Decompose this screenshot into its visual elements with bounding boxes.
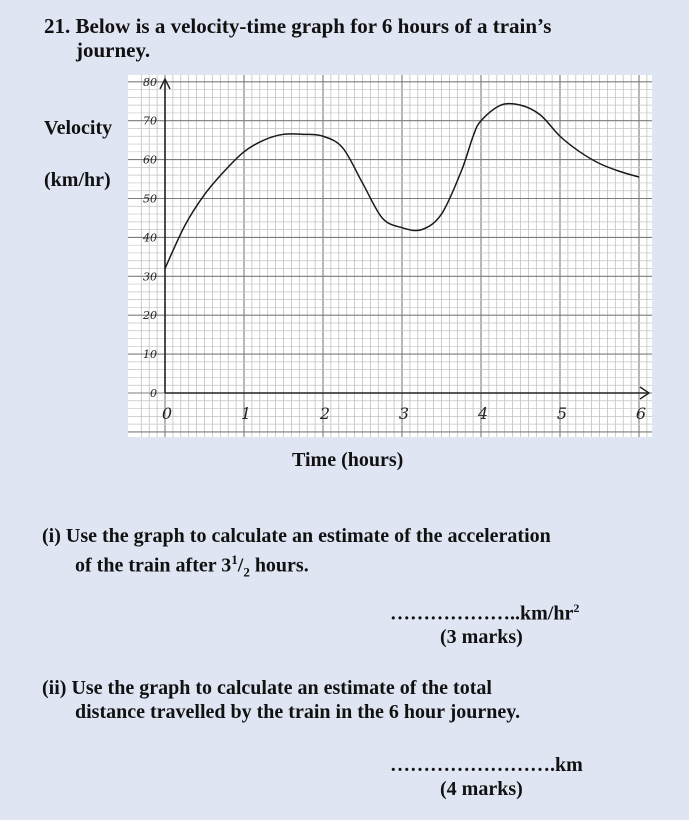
x-tick-label: 6 — [635, 404, 647, 423]
y-tick-label: 50 — [143, 192, 157, 206]
x-tick-label: 0 — [161, 404, 173, 423]
part-ii-line2: distance travelled by the train in the 6 hour journey. — [75, 701, 521, 723]
part-i-answer-line[interactable] — [390, 601, 579, 626]
x-axis-label: Time (hours) — [292, 449, 404, 471]
question-title — [44, 14, 644, 62]
part-i-label: (i) — [42, 525, 61, 547]
part-ii-marks: (4 marks) — [440, 778, 523, 800]
part-ii-answer-line[interactable] — [390, 754, 583, 777]
y-axis-unit: (km/hr) — [44, 169, 111, 191]
answer-unit: km/hr — [520, 602, 574, 625]
y-tick-label: 0 — [150, 387, 157, 400]
answer-dots: ……………….. — [390, 602, 520, 625]
x-tick-label: 4 — [477, 404, 489, 423]
part-i-line1: Use the graph to calculate an estimate of the acceleration — [65, 525, 551, 547]
x-tick-label: 3 — [398, 404, 410, 423]
question-title-line1: Below is a velocity-time graph for 6 hours of a train’s — [75, 14, 552, 38]
x-tick-label: 5 — [556, 404, 568, 423]
part-i-line2-prefix: of the train after 3 — [75, 554, 232, 577]
fraction-numerator: 1 — [231, 552, 238, 567]
answer-dots: ……………………. — [390, 754, 555, 776]
y-tick-label: 10 — [143, 348, 157, 362]
x-tick-label: 1 — [240, 404, 252, 423]
y-tick-label: 40 — [143, 231, 157, 245]
fraction-denominator: 2 — [243, 564, 250, 580]
part-ii-label: (ii) — [42, 677, 67, 699]
part-i-marks: (3 marks) — [440, 626, 523, 648]
y-tick-label: 20 — [143, 309, 157, 323]
part-ii-question — [42, 676, 662, 724]
y-tick-label: 70 — [143, 114, 157, 128]
answer-unit-exponent: 2 — [573, 601, 580, 615]
velocity-time-graph — [128, 75, 652, 437]
graph-paper — [128, 75, 652, 437]
question-number: 21. — [44, 14, 71, 38]
part-i-line2: of the train after $3^1/_2$ hours. — [75, 552, 309, 580]
question-title-line2: journey. — [76, 38, 151, 62]
y-tick-label: 60 — [143, 153, 157, 167]
part-ii-line1: Use the graph to calculate an estimate of the total — [71, 677, 492, 699]
y-axis-label: Velocity — [44, 117, 113, 139]
x-tick-label: 2 — [319, 404, 331, 423]
y-tick-label: 30 — [143, 270, 157, 284]
y-tick-label: 80 — [143, 75, 157, 89]
answer-unit: km — [555, 754, 583, 776]
part-i-question — [42, 524, 662, 585]
part-i-line2-suffix: hours. — [249, 554, 309, 577]
